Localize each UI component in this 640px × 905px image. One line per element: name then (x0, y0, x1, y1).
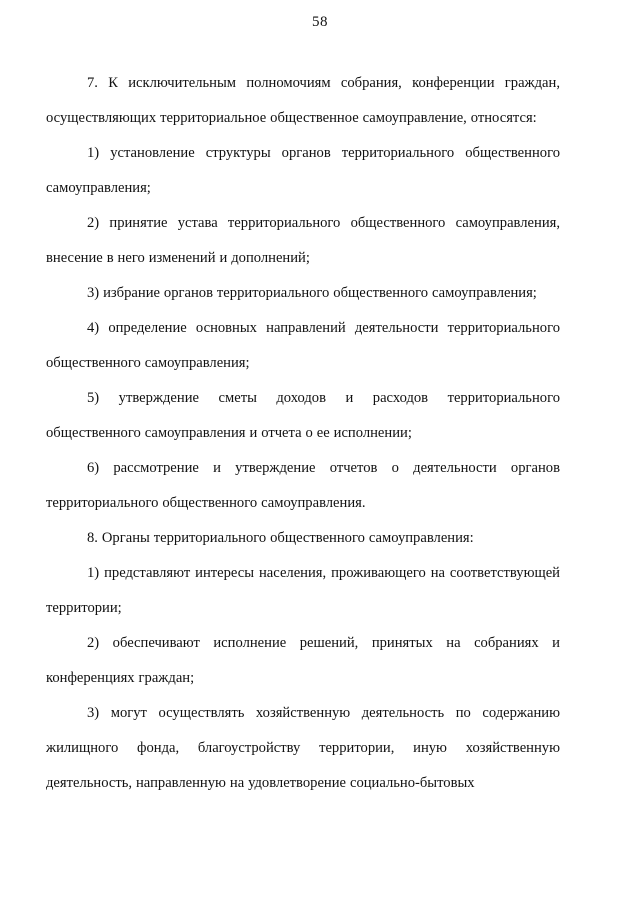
paragraph-7-intro: 7. К исключительным полномочиям собрания, конференции граждан, осуществляющих территориальное общественное самоуправление, относятся: (46, 75, 560, 126)
paragraph-8-item-1: 1) представляют интересы населения, проживающего на соответствующей территории; (46, 565, 560, 616)
paragraph-7-item-2: 2) принятие устава территориального общественного самоуправления, внесение в него изменений и дополнений; (46, 215, 560, 266)
page-number: 58 (312, 14, 328, 30)
paragraph-8-item-2: 2) обеспечивают исполнение решений, принятых на собраниях и конференциях граждан; (46, 635, 560, 686)
paragraph-8-intro: 8. Органы территориального общественного самоуправления: (87, 530, 474, 546)
paragraph-7-item-1: 1) установление структуры органов территориального общественного самоуправления; (46, 145, 560, 196)
paragraph-8-item-3: 3) могут осуществлять хозяйственную деятельность по содержанию жилищного фонда, благоустройству территории, иную хозяйственную деятельность, направленную на удовлетворение социально-бытовых (46, 705, 560, 791)
document-body (46, 66, 560, 801)
paragraph-7-item-3: 3) избрание органов территориального общественного самоуправления; (87, 285, 537, 301)
paragraph-7-item-4: 4) определение основных направлений деятельности территориального общественного самоуправления; (46, 320, 560, 371)
paragraph-7-item-5: 5) утверждение сметы доходов и расходов территориального общественного самоуправления и отчета о ее исполнении; (46, 390, 560, 441)
paragraph-7-item-6: 6) рассмотрение и утверждение отчетов о деятельности органов территориального общественного самоуправления. (46, 460, 560, 511)
